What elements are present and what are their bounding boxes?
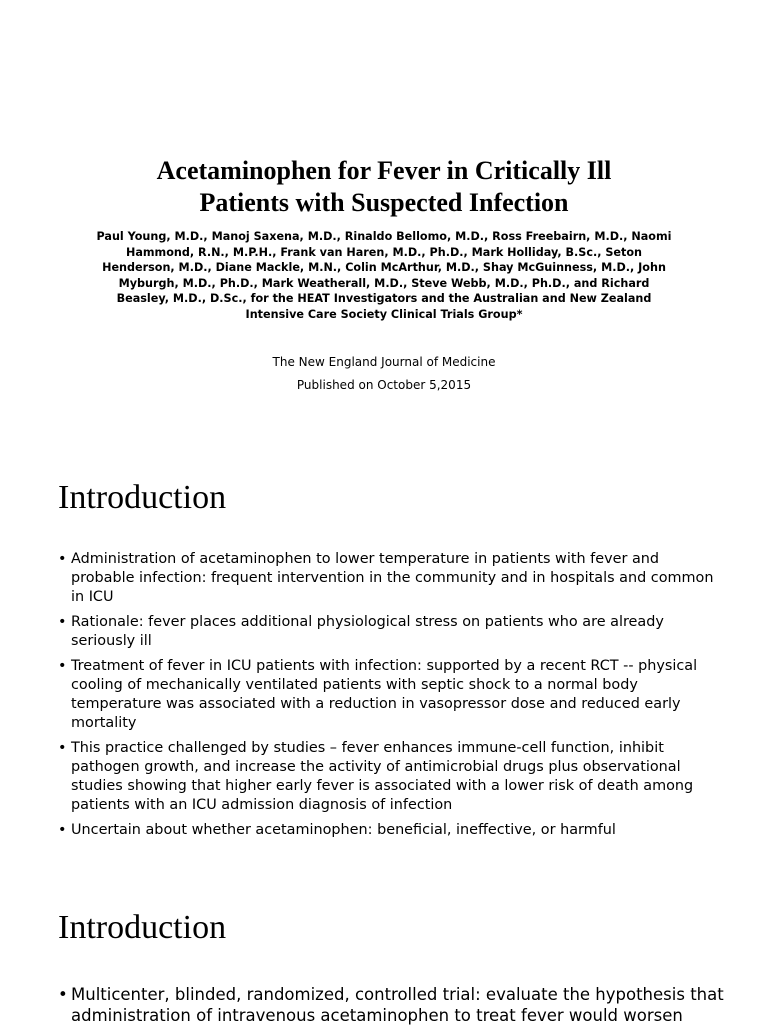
list-item: [58, 550, 718, 607]
bullet-icon: •: [58, 822, 67, 838]
bullet-icon: •: [58, 551, 67, 567]
bullet-text: Rationale: fever places additional physiological stress on patients who are already seriously ill: [71, 614, 664, 649]
paper-title-line-1: Acetaminophen for Fever in Critically Ill: [156, 156, 612, 185]
introduction-slide-1: [0, 445, 768, 875]
bullet-text: Uncertain about whether acetaminophen: beneficial, ineffective, or harmful: [71, 822, 616, 838]
bullet-icon: •: [58, 985, 68, 1004]
list-item: [58, 739, 718, 815]
bullet-text: Treatment of fever in ICU patients with infection: supported by a recent RCT -- physical cooling of mechanically ventilated patients with septic shock to a normal body temperature was associated with a reduction in vasopressor dose and reduced early mortality: [71, 658, 698, 731]
introduction-slide-2: [0, 875, 768, 1024]
bullet-icon: •: [58, 658, 67, 674]
paper-title: [84, 155, 684, 219]
section-heading: Introduction: [58, 479, 227, 516]
bullet-icon: •: [58, 614, 67, 630]
bullet-icon: •: [58, 740, 67, 756]
list-item: [58, 613, 718, 651]
list-item: [58, 984, 738, 1026]
section-heading: Introduction: [58, 909, 227, 946]
bullet-text: Administration of acetaminophen to lower temperature in patients with fever and probable infection: frequent intervention in the community and in hospitals and common in ICU: [71, 551, 714, 605]
bullet-text: This practice challenged by studies – fever enhances immune-cell function, inhibit pathogen growth, and increase the activity of antimicrobial drugs plus observational studies showing that higher early fever is associated with a lower risk of death among patients with an ICU admission diagnosis of infection: [71, 740, 694, 813]
list-item: [58, 657, 718, 733]
list-item: [58, 821, 718, 840]
bullet-list: [58, 550, 718, 846]
paper-title-line-2: Patients with Suspected Infection: [199, 188, 569, 217]
bullet-list: [58, 984, 738, 1032]
journal-name: The New England Journal of Medicine: [272, 355, 496, 369]
bullet-text: Multicenter, blinded, randomized, controlled trial: evaluate the hypothesis that administration of intravenous acetaminophen to treat fever would worsen: [71, 985, 724, 1025]
publication-date: Published on October 5,2015: [296, 378, 472, 392]
author-list: Paul Young, M.D., Manoj Saxena, M.D., Rinaldo Bellomo, M.D., Ross Freebairn, M.D., Naomi Hammond, R.N., M.P.H., Frank van Haren, M.D., Ph.D., Mark Holliday, B.Sc., Seton Henderson, M.D., Diane Mackle, M.N., Colin McArthur, M.D., Shay McGuinness, M.D., John Myburgh, M.D., Ph.D., Mark Weatherall, M.D., Steve Webb, M.D., Ph.D., and Richard Beasley, M.D., D.Sc., for the HEAT Investigators and the Australian and New Zealand Intensive Care Society Clinical Trials Group*: [96, 230, 672, 321]
title-slide: [0, 0, 768, 445]
